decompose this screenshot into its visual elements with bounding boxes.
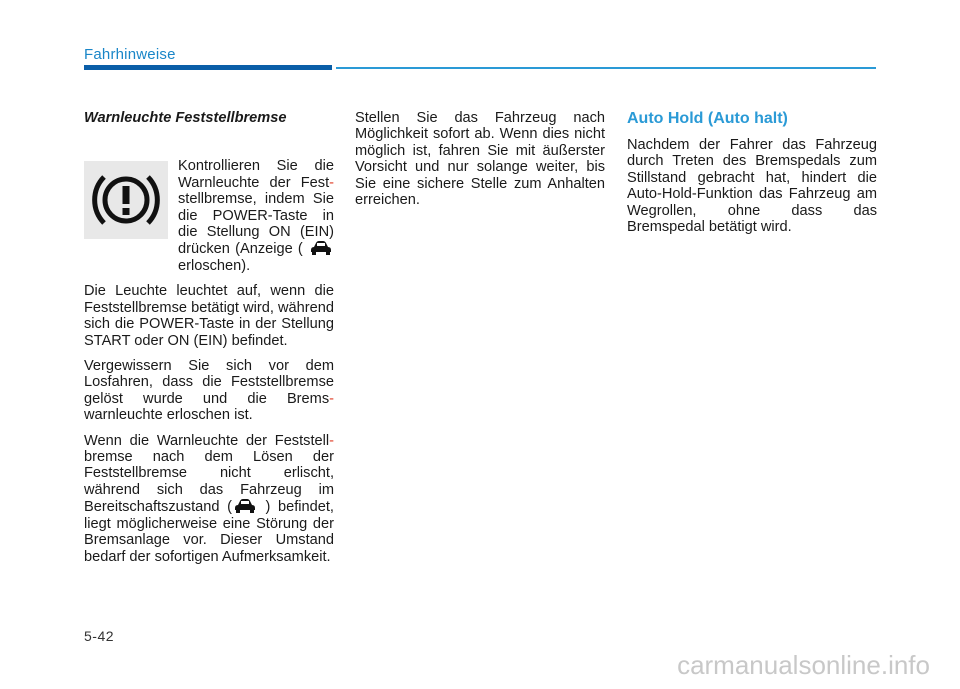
brake-warning-icon-box [84,161,168,239]
p4-text-b: bremse nach dem Lösen der Feststellbremse nicht erlischt, während sich das Fahrzeug im Bereitschaftszustand ( [84,449,334,516]
ready-car-icon [234,498,256,514]
header-rule-light [336,67,876,69]
hyphen-mark: - [329,432,334,449]
p4-text-a: Wenn die Warnleuchte der Feststell [84,432,330,449]
warn-text-b: stellbremse, indem Sie die POWER-Taste in die Stellung ON (EIN) drücken (Anzeige ( [178,191,334,258]
paragraph-auto-hold: Nachdem der Fahrer das Fahrzeug durch Treten des Bremspedals zum Stillstand gebracht hat, hindert die Auto-Hold-Funktion das Fahrzeug am Wegrollen, ohne dass das Bremspedal betätigt wird. [627,137,877,236]
hyphen-mark: - [329,174,334,191]
section-title: Fahrhinweise [84,46,176,63]
warn-text-a: Kontrollieren Sie die Warnleuchte der Fest [178,158,334,191]
watermark-text: carmanualsonline.info [677,650,930,680]
warning-block [84,134,334,276]
column-1 [84,110,334,574]
heading-auto-hold: Auto Hold (Auto halt) [627,110,788,127]
brake-warning-icon [84,161,168,239]
header-rule-dark [84,65,332,70]
paragraph-malfunction [84,433,334,565]
heading-parking-brake: Warnleuchte Feststellbremse [84,110,287,126]
hyphen-mark: - [329,390,334,407]
column-3 [627,110,877,244]
column-2 [355,110,605,217]
page-number: 5-42 [84,628,115,644]
p3-text-a: Vergewissern Sie sich vor dem Losfahren, dass die Feststellbremse gelöst wurde und die Brems [84,358,334,407]
warn-text-c: erloschen). [178,257,251,274]
p4-text-c: ) befindet, liegt möglicherweise eine Störung der Bremsanlage vor. Dieser Umstand bedarf der sofortigen Aufmerksamkeit. [84,499,334,565]
warning-text [178,158,334,274]
p3-text-b: warnleuchte erloschen ist. [84,407,253,424]
paragraph-stop-vehicle: Stellen Sie das Fahrzeug nach Möglichkeit sofort ab. Wenn dies nicht möglich ist, fahren Sie mit äußerster Vorsicht und nur solange weiter, bis Sie eine sichere Stelle zum Anhalten erreichen. [355,110,605,209]
paragraph-light-on: Die Leuchte leuchtet auf, wenn die Feststellbremse betätigt wird, während sich die POWER-Taste in der Stellung START oder ON (EIN) befindet. [84,283,334,349]
paragraph-check-before-driving [84,358,334,424]
ready-car-icon [310,240,332,256]
